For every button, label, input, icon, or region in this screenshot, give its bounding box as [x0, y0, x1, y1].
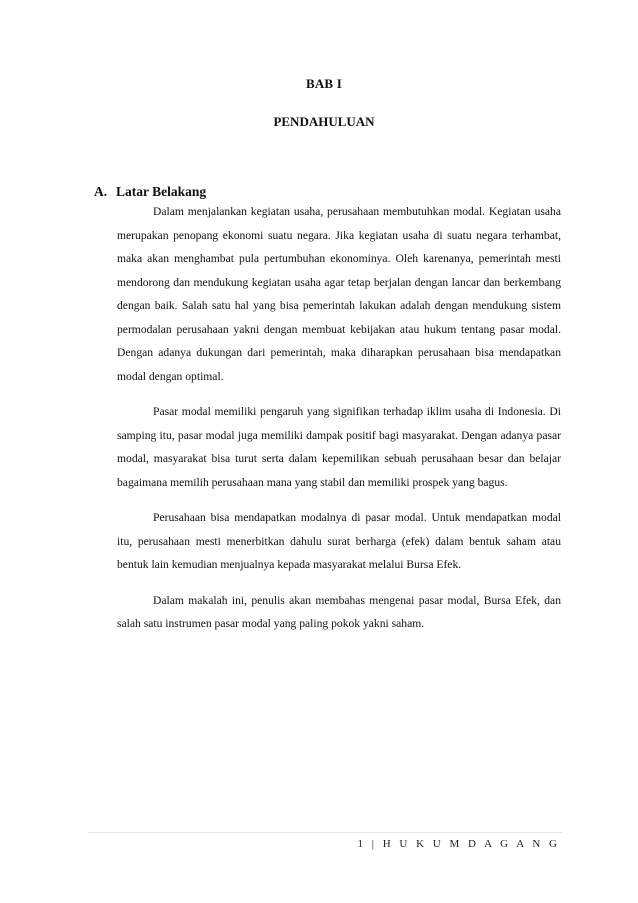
paragraph-4: Dalam makalah ini, penulis akan membahas mengenai pasar modal, Bursa Efek, dan salah satu instrumen pasar modal yang paling pokok yakni saham. [117, 593, 561, 630]
section-title: Latar Belakang [116, 184, 207, 199]
chapter-number: BAB I [305, 76, 343, 91]
chapter-title: PENDAHULUAN [273, 114, 375, 129]
section-number: A. [94, 184, 108, 199]
section-heading [94, 184, 206, 200]
paragraph-1: Dalam menjalankan kegiatan usaha, perusahaan membutuhkan modal. Kegiatan usaha merupakan penopang ekonomi suatu negara. Jika kegiatan usaha di suatu negara terhambat, maka akan menghambat pula pertumbuhan ekonominya. Oleh karenanya, pemerintah mesti mendorong dan mendukung kegiatan usaha agar tetap berjalan dengan lancar dan berkembang dengan baik. Salah satu hal yang bisa pemerintah lakukan adalah dengan mendukung sistem permodalan perusahaan yakni dengan membuat kebijakan atau hukum tentang pasar modal. Dengan adanya dukungan dari pemerintah, maka diharapkan perusahaan bisa mendapatkan modal dengan optimal. [117, 205, 561, 383]
footer-divider [88, 832, 562, 833]
body-text [117, 200, 561, 648]
paragraph-3: Perusahaan bisa mendapatkan modalnya di pasar modal. Untuk mendapatkan modal itu, perusahaan mesti menerbitkan dahulu surat berharga (efek) dalam bentuk saham atau bentuk lain kemudian menjualnya kepada masyarakat melalui Bursa Efek. [117, 511, 561, 571]
page-footer: 1 | H U K U M D A G A N G [357, 838, 560, 850]
paragraph-2: Pasar modal memiliki pengaruh yang signifikan terhadap iklim usaha di Indonesia. Di samping itu, pasar modal juga memiliki dampak positif bagi masyarakat. Dengan adanya pasar modal, masyarakat bisa turut serta dalam kepemilikan sebuah perusahaan besar dan belajar bagaimana memilih perusahaan mana yang stabil dan memiliki prospek yang bagus. [117, 405, 561, 489]
